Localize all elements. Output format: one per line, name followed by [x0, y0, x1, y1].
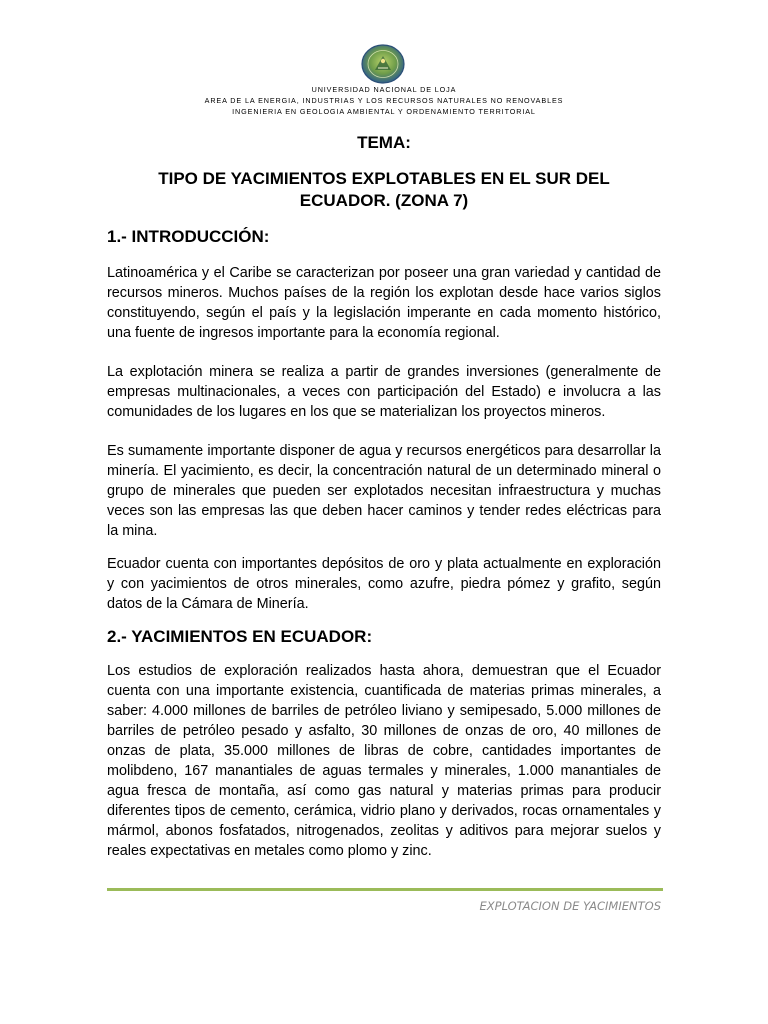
document-title: TIPO DE YACIMIENTOS EXPLOTABLES EN EL SUR DEL ECUADOR. (ZONA 7) [158, 169, 610, 210]
paragraph: Ecuador cuenta con importantes depósitos de oro y plata actualmente en exploración y con yacimientos de otros minerales, como azufre, piedra pómez y grafito, según datos de la Cámara de Minería. [107, 556, 661, 612]
university-name: UNIVERSIDAD NACIONAL DE LOJA [311, 85, 457, 94]
paragraph: Los estudios de exploración realizados hasta ahora, demuestran que el Ecuador cuenta con una importante existencia, cuantificada de materias primas minerales, a saber: 4.000 millones de barriles de petróleo liviano y semipesado, 5.000 millones de barriles de petróleo pesado y asfalto, 30 millones de onzas de oro, 40 millones de onzas de plata, 35.000 millones de libras de cobre, cantidades importantes de molibdeno, 167 manantiales de aguas termales y minerales, 1.000 manantiales de agua fresca de montaña, así como gas natural y materias primas para producir diferentes tipos de cemento, cerámica, vidrio plano y derivados, rocas ornamentales y mármol, abonos fosfatados, nitrogenados, zeolitas y aditivos para mejorar suelos y reales expectativas en metales como plomo y zinc. [107, 663, 661, 859]
paragraph: Latinoamérica y el Caribe se caracterizan por poseer una gran variedad y cantidad de recursos mineros. Muchos países de la región los explotan desde hace varios siglos constituyendo, según el país y la legislación imperante en cada momento histórico, una fuente de ingresos importante para la economía regional. [107, 265, 661, 341]
university-seal-logo [361, 44, 405, 84]
paragraph: La explotación minera se realiza a partir de grandes inversiones (generalmente de empresas multinacionales, a veces con participación del Estado) e involucra a las comunidades de los lugares en los que se materializan los proyectos mineros. [107, 364, 661, 420]
career-name: INGENIERIA EN GEOLOGIA AMBIENTAL Y ORDENAMIENTO TERRITORIAL [232, 107, 536, 116]
footer-text: EXPLOTACION DE YACIMIENTOS [479, 899, 661, 913]
institution-header [0, 84, 768, 117]
section-heading-yacimientos: 2.- YACIMIENTOS EN ECUADOR: [107, 627, 373, 646]
footer-divider [107, 888, 663, 891]
paragraph: Es sumamente importante disponer de agua y recursos energéticos para desarrollar la minería. El yacimiento, es decir, la concentración natural de un determinado mineral o grupo de minerales que pueden ser explotados necesitan infraestructura y muchas veces son las empresas las que deben hacer caminos y tender redes eléctricas para la mina. [107, 443, 661, 539]
area-name: AREA DE LA ENERGIA, INDUSTRIAS Y LOS RECURSOS NATURALES NO RENOVABLES [204, 96, 564, 105]
section-heading-introduccion: 1.- INTRODUCCIÓN: [107, 227, 270, 246]
tema-label: TEMA: [357, 133, 411, 152]
